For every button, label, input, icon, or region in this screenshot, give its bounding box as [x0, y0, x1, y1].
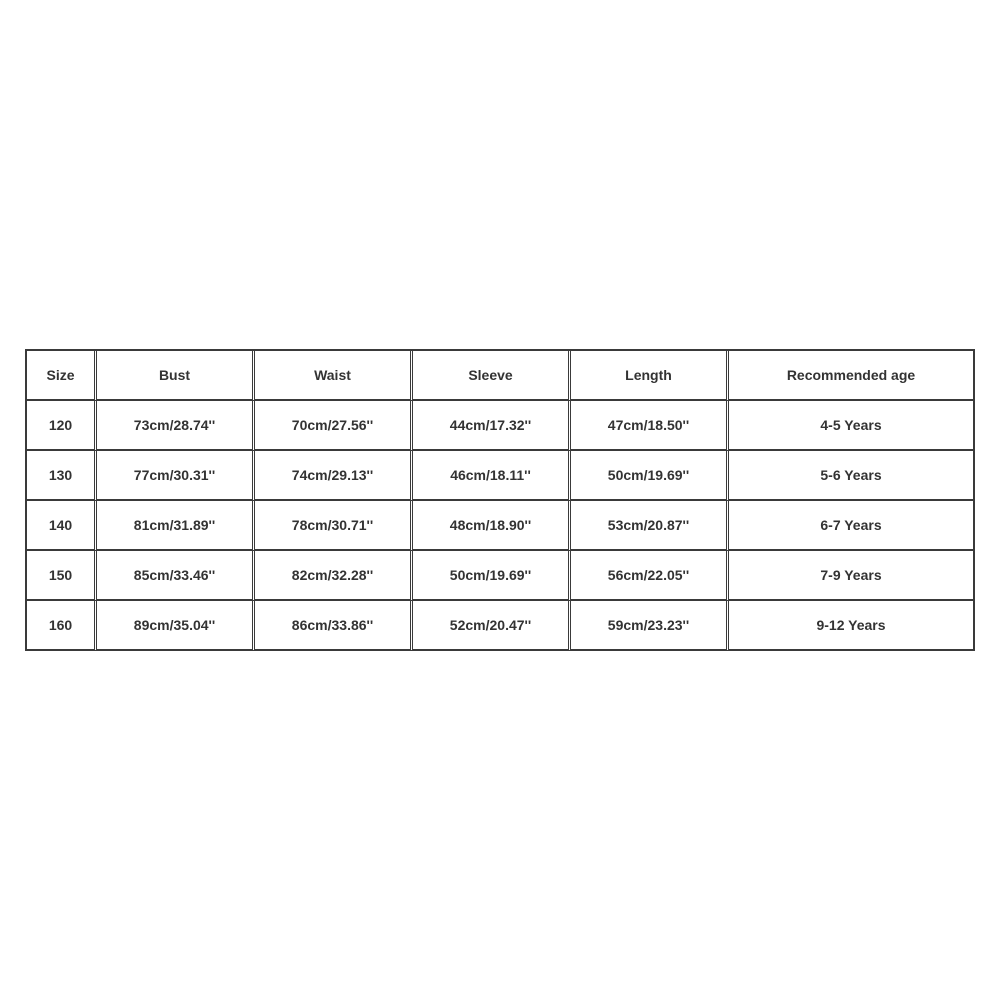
header-bust: Bust: [97, 351, 255, 401]
header-waist: Waist: [255, 351, 413, 401]
cell-size: 120: [27, 401, 97, 451]
header-recommended-age: Recommended age: [729, 351, 975, 401]
cell-size: 140: [27, 501, 97, 551]
cell-size: 130: [27, 451, 97, 501]
cell-waist: 78cm/30.71'': [255, 501, 413, 551]
cell-length: 47cm/18.50'': [571, 401, 729, 451]
cell-recommended-age: 6-7 Years: [729, 501, 975, 551]
cell-size: 160: [27, 601, 97, 651]
table-row: [27, 601, 975, 651]
cell-sleeve: 46cm/18.11'': [413, 451, 571, 501]
cell-bust: 77cm/30.31'': [97, 451, 255, 501]
cell-bust: 73cm/28.74'': [97, 401, 255, 451]
cell-recommended-age: 7-9 Years: [729, 551, 975, 601]
header-sleeve: Sleeve: [413, 351, 571, 401]
cell-bust: 81cm/31.89'': [97, 501, 255, 551]
cell-waist: 86cm/33.86'': [255, 601, 413, 651]
cell-length: 50cm/19.69'': [571, 451, 729, 501]
cell-recommended-age: 4-5 Years: [729, 401, 975, 451]
table-row: [27, 451, 975, 501]
table-row: [27, 501, 975, 551]
cell-length: 56cm/22.05'': [571, 551, 729, 601]
table-row: [27, 401, 975, 451]
cell-size: 150: [27, 551, 97, 601]
cell-bust: 89cm/35.04'': [97, 601, 255, 651]
cell-sleeve: 52cm/20.47'': [413, 601, 571, 651]
table-row: [27, 551, 975, 601]
cell-recommended-age: 5-6 Years: [729, 451, 975, 501]
cell-sleeve: 44cm/17.32'': [413, 401, 571, 451]
cell-recommended-age: 9-12 Years: [729, 601, 975, 651]
cell-length: 53cm/20.87'': [571, 501, 729, 551]
header-length: Length: [571, 351, 729, 401]
header-row: [27, 351, 975, 401]
cell-waist: 70cm/27.56'': [255, 401, 413, 451]
size-chart-table: [25, 349, 975, 651]
cell-sleeve: 48cm/18.90'': [413, 501, 571, 551]
cell-waist: 74cm/29.13'': [255, 451, 413, 501]
cell-sleeve: 50cm/19.69'': [413, 551, 571, 601]
cell-bust: 85cm/33.46'': [97, 551, 255, 601]
header-size: Size: [27, 351, 97, 401]
cell-waist: 82cm/32.28'': [255, 551, 413, 601]
cell-length: 59cm/23.23'': [571, 601, 729, 651]
